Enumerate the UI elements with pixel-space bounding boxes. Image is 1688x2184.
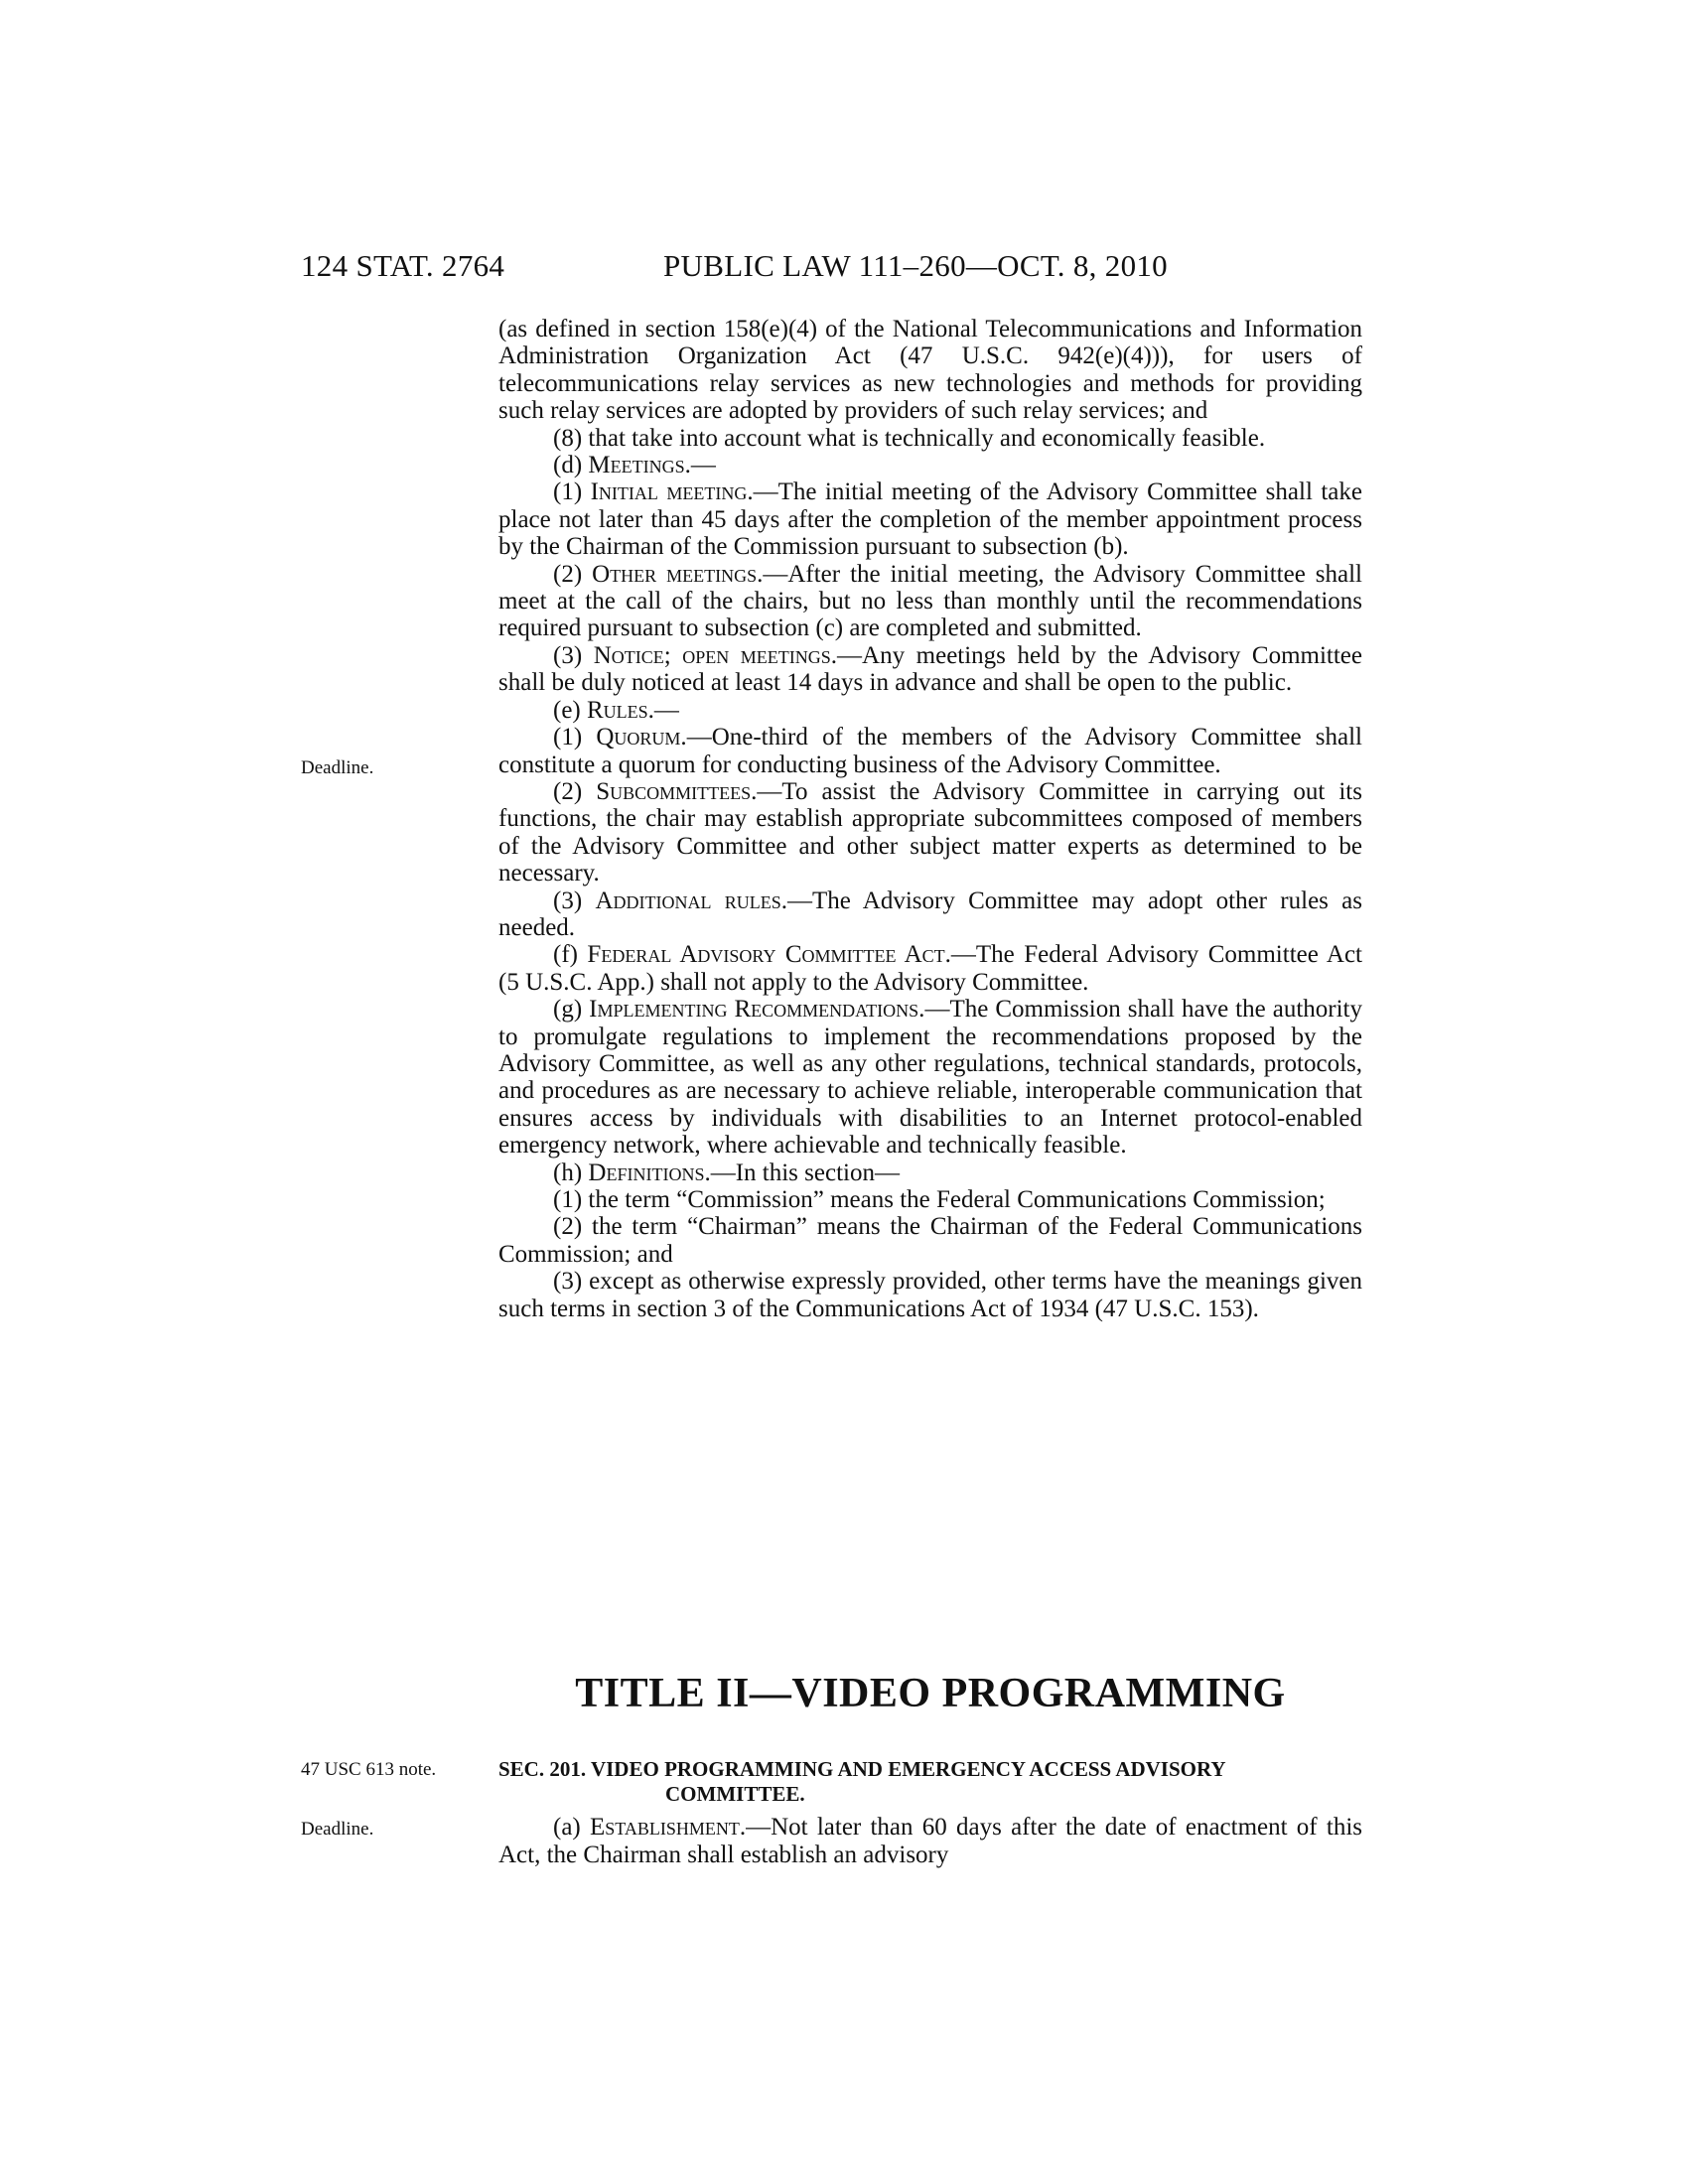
paragraph-label: (2)	[553, 777, 597, 805]
subsection-text: —The Commission shall have the authority to promulgate regulations to implement the recommendations proposed by the Advisory Committee, as well as any other regulations, technical standards, protocols, and procedures as are necessary to achieve reliable, interoperable communication that ensures access by individuals with disabilities to an Internet protocol-enabled emergency network, where achievable and technically feasible.	[498, 996, 1362, 1160]
paragraph-d3	[498, 642, 1362, 697]
paragraph-heading: Quorum.	[596, 724, 687, 751]
section-heading-line2: COMMITTEE.	[665, 1782, 805, 1806]
margin-note-usc: 47 USC 613 note.	[301, 1759, 437, 1780]
subsection-label: (a)	[553, 1814, 590, 1841]
subsection-e	[498, 697, 1362, 724]
paragraph-label: (3)	[553, 641, 594, 669]
section-heading	[498, 1757, 1362, 1807]
paragraph-text: —One-third of the members of the Advisory Committee shall constitute a quorum for conducting business of the Advisory Committee.	[498, 724, 1362, 778]
paragraph-h3: (3) except as otherwise expressly provided, other terms have the meanings given such terms in section 3 of the Communications Act of 1934 (47 U.S.C. 153).	[498, 1268, 1362, 1322]
subsection-h	[498, 1160, 1362, 1186]
paragraph-e3	[498, 887, 1362, 942]
title-heading: TITLE II—VIDEO PROGRAMMING	[575, 1671, 1286, 1716]
margin-note-deadline: Deadline.	[301, 757, 374, 778]
paragraph-text: —The Advisory Committee may adopt other rules as needed.	[498, 887, 1362, 941]
paragraph-label: (2)	[553, 560, 593, 588]
paragraph-heading: Initial meeting.	[590, 478, 754, 506]
paragraph-heading: Additional rules.	[595, 887, 788, 914]
subsection-heading: Meetings.—	[588, 452, 716, 479]
paragraph-e1	[498, 724, 1362, 778]
paragraph-h2: (2) the term “Chairman” means the Chairman of the Federal Communications Commission; and	[498, 1213, 1362, 1268]
paragraph-heading: Subcommittees.	[596, 777, 758, 805]
paragraph-h1: (1) the term “Commission” means the Federal Communications Commission;	[553, 1186, 1326, 1213]
subsection-label: (g)	[553, 996, 590, 1024]
subsection-heading: Federal Advisory Committee Act.	[587, 941, 951, 969]
subsection-f	[498, 941, 1362, 996]
paragraph-text: —After the initial meeting, the Advisory Committee shall meet at the call of the chairs, but no less than monthly until the recommendations required pursuant to subsection (c) are completed and submitted.	[498, 560, 1362, 642]
paragraph-label: (3)	[553, 887, 596, 914]
paragraph-text: —Any meetings held by the Advisory Committee shall be duly noticed at least 14 days in advance and shall be open to the public.	[498, 641, 1362, 697]
body-text	[498, 316, 1362, 1322]
paragraph-label: (1)	[553, 478, 591, 506]
subsection-label: (d)	[553, 452, 589, 479]
paragraph-text: —The initial meeting of the Advisory Committee shall take place not later than 45 days after the completion of the member appointment process by the Chairman of the Commission pursuant to subsection (b).	[498, 478, 1362, 561]
paragraph: (as defined in section 158(e)(4) of the National Telecommunications and Information Administration Organization Act (47 U.S.C. 942(e)(4))), for users of telecommunications relay services as new technologies and methods for providing such relay services are adopted by providers of such relay services; and	[498, 316, 1362, 425]
subsection-heading: Implementing Recommendations.	[589, 996, 925, 1024]
paragraph-d2	[498, 561, 1362, 642]
subsection-heading: Rules.—	[587, 696, 679, 724]
subsection-text: —In this section—	[710, 1159, 900, 1186]
subsection-d	[498, 452, 1362, 478]
paragraph: (8) that take into account what is technically and economically feasible.	[553, 424, 1266, 452]
section-body	[498, 1814, 1362, 1869]
paragraph-label: (1)	[553, 724, 597, 751]
subsection-label: (h)	[553, 1159, 589, 1186]
page-number: 124 STAT. 2764	[301, 248, 505, 283]
subsection-text: —The Federal Advisory Committee Act (5 U.S.C. App.) shall not apply to the Advisory Committee.	[498, 941, 1362, 996]
paragraph-d1	[498, 478, 1362, 560]
subsection-heading: Establishment.	[590, 1814, 747, 1841]
margin-note-deadline: Deadline.	[301, 1819, 374, 1840]
paragraph-heading: Other meetings.	[592, 560, 764, 588]
subsection-text: —Not later than 60 days after the date of enactment of this Act, the Chairman shall establish an advisory	[498, 1814, 1362, 1868]
subsection-label: (e)	[553, 696, 587, 724]
paragraph-heading: Notice; open meetings.	[593, 641, 838, 669]
subsection-label: (f)	[553, 941, 588, 969]
subsection-g	[498, 996, 1362, 1159]
subsection-heading: Definitions.	[588, 1159, 711, 1186]
running-head: PUBLIC LAW 111–260—OCT. 8, 2010	[663, 248, 1168, 283]
subsection-a	[498, 1814, 1362, 1869]
paragraph-e2	[498, 778, 1362, 887]
paragraph-text: —To assist the Advisory Committee in carrying out its functions, the chair may establish appropriate subcommittees composed of members of the Advisory Committee and other subject matter experts as determined to be necessary.	[498, 777, 1362, 887]
section-heading-line1: SEC. 201. VIDEO PROGRAMMING AND EMERGENCY ACCESS ADVISORY	[498, 1757, 1226, 1781]
